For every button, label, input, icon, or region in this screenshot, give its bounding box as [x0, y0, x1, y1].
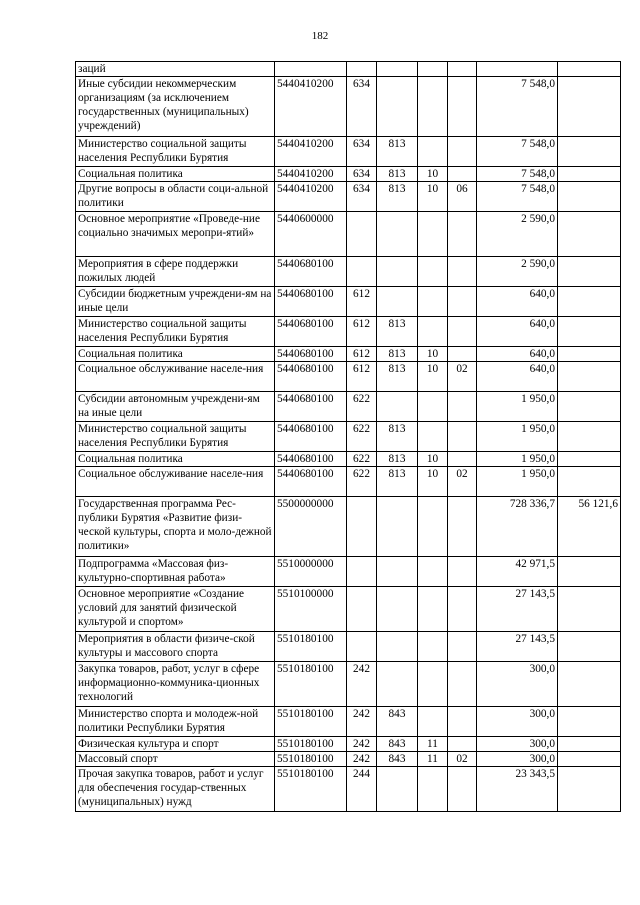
amount-cell: 1 950,0	[477, 392, 558, 422]
expense-type-cell: 622	[347, 422, 377, 452]
section-cell	[418, 77, 448, 137]
section-cell	[418, 62, 448, 77]
amount-cell: 1 950,0	[477, 452, 558, 467]
section-cell	[418, 587, 448, 632]
expense-name-cell: Основное мероприятие «Создание условий для занятий физической культурой и спортом»	[76, 587, 275, 632]
section-cell	[418, 287, 448, 317]
expense-name-cell: Мероприятия в сфере поддержки пожилых людей	[76, 257, 275, 287]
ministry-code-cell: 843	[377, 737, 418, 752]
amount-cell: 640,0	[477, 317, 558, 347]
ministry-code-cell: 813	[377, 167, 418, 182]
amount-cell: 23 343,5	[477, 767, 558, 812]
section-cell	[418, 557, 448, 587]
expense-name-cell: Социальная политика	[76, 347, 275, 362]
amount-secondary-cell	[558, 467, 621, 497]
table-row	[76, 497, 621, 557]
subsection-cell	[448, 557, 477, 587]
subsection-cell: 02	[448, 752, 477, 767]
expense-type-cell	[347, 212, 377, 257]
amount-cell: 2 590,0	[477, 212, 558, 257]
expense-type-cell: 622	[347, 452, 377, 467]
table-row	[76, 257, 621, 287]
expense-name-cell: Другие вопросы в области соци-альной политики	[76, 182, 275, 212]
amount-secondary-cell	[558, 287, 621, 317]
amount-cell: 300,0	[477, 752, 558, 767]
subsection-cell	[448, 347, 477, 362]
expense-type-cell: 242	[347, 737, 377, 752]
target-article-cell: 5510180100	[275, 707, 347, 737]
amount-secondary-cell	[558, 632, 621, 662]
expense-type-cell	[347, 497, 377, 557]
target-article-cell: 5440680100	[275, 392, 347, 422]
table-row	[76, 632, 621, 662]
ministry-code-cell	[377, 767, 418, 812]
subsection-cell	[448, 422, 477, 452]
section-cell: 11	[418, 737, 448, 752]
expense-name-cell: Министерство спорта и молодеж-ной политики Республики Бурятия	[76, 707, 275, 737]
expense-name-cell: Социальная политика	[76, 452, 275, 467]
ministry-code-cell	[377, 497, 418, 557]
ministry-code-cell	[377, 557, 418, 587]
amount-secondary-cell	[558, 707, 621, 737]
table-row	[76, 452, 621, 467]
amount-secondary-cell: 56 121,6	[558, 497, 621, 557]
subsection-cell	[448, 167, 477, 182]
ministry-code-cell: 813	[377, 317, 418, 347]
amount-secondary-cell	[558, 137, 621, 167]
ministry-code-cell	[377, 212, 418, 257]
expense-name-cell: Министерство социальной защиты населения Республики Бурятия	[76, 137, 275, 167]
target-article-cell: 5510000000	[275, 557, 347, 587]
table-row	[76, 347, 621, 362]
amount-cell: 300,0	[477, 662, 558, 707]
expense-type-cell: 244	[347, 767, 377, 812]
section-cell	[418, 767, 448, 812]
ministry-code-cell: 813	[377, 137, 418, 167]
ministry-code-cell: 813	[377, 182, 418, 212]
table-row	[76, 587, 621, 632]
expense-type-cell: 242	[347, 662, 377, 707]
table-row	[76, 137, 621, 167]
amount-secondary-cell	[558, 167, 621, 182]
expense-name-cell: Социальное обслуживание населе-ния	[76, 362, 275, 392]
amount-cell: 640,0	[477, 347, 558, 362]
amount-secondary-cell	[558, 392, 621, 422]
target-article-cell: 5440680100	[275, 362, 347, 392]
expense-name-cell: Министерство социальной защиты населения Республики Бурятия	[76, 422, 275, 452]
subsection-cell	[448, 497, 477, 557]
subsection-cell	[448, 707, 477, 737]
section-cell	[418, 662, 448, 707]
page-number: 182	[311, 30, 329, 42]
expense-name-cell: Массовый спорт	[76, 752, 275, 767]
amount-cell: 27 143,5	[477, 632, 558, 662]
amount-cell: 7 548,0	[477, 167, 558, 182]
expense-name-cell: Подпрограмма «Массовая физ-культурно-спортивная работа»	[76, 557, 275, 587]
table-row	[76, 422, 621, 452]
section-cell: 10	[418, 182, 448, 212]
amount-secondary-cell	[558, 662, 621, 707]
table-row	[76, 467, 621, 497]
expense-name-cell: Основное мероприятие «Проведе-ние социально значимых меропри-ятий»	[76, 212, 275, 257]
section-cell	[418, 257, 448, 287]
target-article-cell: 5440410200	[275, 167, 347, 182]
amount-cell: 1 950,0	[477, 467, 558, 497]
budget-table	[75, 61, 621, 812]
subsection-cell	[448, 767, 477, 812]
subsection-cell	[448, 317, 477, 347]
expense-name-cell: Государственная программа Рес-публики Бурятия «Развитие физи-ческой культуры, спорта и моло-дежной политики»	[76, 497, 275, 557]
expense-name-cell: Прочая закупка товаров, работ и услуг для обеспечения государ-ственных (муниципальных) нужд	[76, 767, 275, 812]
amount-cell: 7 548,0	[477, 77, 558, 137]
amount-secondary-cell	[558, 77, 621, 137]
expense-type-cell	[347, 632, 377, 662]
ministry-code-cell: 813	[377, 347, 418, 362]
ministry-code-cell	[377, 392, 418, 422]
expense-type-cell: 612	[347, 362, 377, 392]
amount-cell	[477, 62, 558, 77]
subsection-cell	[448, 632, 477, 662]
expense-type-cell: 612	[347, 347, 377, 362]
section-cell	[418, 137, 448, 167]
table-row	[76, 167, 621, 182]
expense-type-cell	[347, 257, 377, 287]
expense-name-cell: Мероприятия в области физиче-ской культуры и массового спорта	[76, 632, 275, 662]
table-row	[76, 392, 621, 422]
expense-type-cell: 242	[347, 752, 377, 767]
subsection-cell: 06	[448, 182, 477, 212]
ministry-code-cell	[377, 587, 418, 632]
expense-type-cell	[347, 62, 377, 77]
expense-type-cell	[347, 557, 377, 587]
expense-name-cell: Субсидии автономным учреждени-ям на иные цели	[76, 392, 275, 422]
ministry-code-cell	[377, 77, 418, 137]
section-cell	[418, 422, 448, 452]
section-cell: 10	[418, 467, 448, 497]
table-row	[76, 557, 621, 587]
subsection-cell	[448, 662, 477, 707]
table-row	[76, 62, 621, 77]
amount-secondary-cell	[558, 557, 621, 587]
target-article-cell: 5440680100	[275, 347, 347, 362]
target-article-cell: 5440600000	[275, 212, 347, 257]
target-article-cell: 5510100000	[275, 587, 347, 632]
target-article-cell: 5440680100	[275, 257, 347, 287]
expense-name-cell: Министерство социальной защиты населения Республики Бурятия	[76, 317, 275, 347]
ministry-code-cell	[377, 287, 418, 317]
target-article-cell: 5440680100	[275, 422, 347, 452]
expense-name-cell: заций	[76, 62, 275, 77]
table-row	[76, 662, 621, 707]
subsection-cell	[448, 587, 477, 632]
amount-cell: 42 971,5	[477, 557, 558, 587]
amount-secondary-cell	[558, 362, 621, 392]
expense-name-cell: Субсидии бюджетным учреждени-ям на иные цели	[76, 287, 275, 317]
subsection-cell	[448, 257, 477, 287]
ministry-code-cell: 813	[377, 467, 418, 497]
amount-secondary-cell	[558, 182, 621, 212]
section-cell	[418, 212, 448, 257]
amount-secondary-cell	[558, 767, 621, 812]
target-article-cell: 5440410200	[275, 137, 347, 167]
expense-type-cell: 634	[347, 182, 377, 212]
expense-name-cell: Социальное обслуживание населе-ния	[76, 467, 275, 497]
ministry-code-cell: 813	[377, 422, 418, 452]
amount-secondary-cell	[558, 422, 621, 452]
ministry-code-cell	[377, 632, 418, 662]
subsection-cell	[448, 137, 477, 167]
section-cell	[418, 497, 448, 557]
amount-secondary-cell	[558, 317, 621, 347]
target-article-cell: 5440410200	[275, 182, 347, 212]
expense-type-cell: 612	[347, 287, 377, 317]
table-row	[76, 752, 621, 767]
target-article-cell: 5440410200	[275, 77, 347, 137]
amount-cell: 27 143,5	[477, 587, 558, 632]
section-cell: 10	[418, 452, 448, 467]
target-article-cell: 5440680100	[275, 452, 347, 467]
amount-cell: 7 548,0	[477, 137, 558, 167]
table-row	[76, 707, 621, 737]
ministry-code-cell	[377, 257, 418, 287]
amount-cell: 1 950,0	[477, 422, 558, 452]
section-cell: 10	[418, 347, 448, 362]
target-article-cell: 5510180100	[275, 767, 347, 812]
table-row	[76, 212, 621, 257]
ministry-code-cell	[377, 62, 418, 77]
section-cell: 10	[418, 362, 448, 392]
expense-type-cell: 634	[347, 137, 377, 167]
ministry-code-cell	[377, 662, 418, 707]
amount-secondary-cell	[558, 452, 621, 467]
section-cell: 10	[418, 167, 448, 182]
section-cell	[418, 392, 448, 422]
amount-secondary-cell	[558, 257, 621, 287]
amount-cell: 728 336,7	[477, 497, 558, 557]
amount-cell: 2 590,0	[477, 257, 558, 287]
table-row	[76, 317, 621, 347]
subsection-cell	[448, 62, 477, 77]
section-cell	[418, 317, 448, 347]
section-cell	[418, 707, 448, 737]
amount-secondary-cell	[558, 752, 621, 767]
expense-name-cell: Иные субсидии некоммерческим организациям (за исключением государственных (муниципальных) учреждений)	[76, 77, 275, 137]
amount-secondary-cell	[558, 212, 621, 257]
amount-cell: 300,0	[477, 707, 558, 737]
subsection-cell	[448, 452, 477, 467]
subsection-cell	[448, 77, 477, 137]
ministry-code-cell: 813	[377, 452, 418, 467]
expense-type-cell: 242	[347, 707, 377, 737]
target-article-cell: 5510180100	[275, 752, 347, 767]
expense-type-cell: 622	[347, 467, 377, 497]
target-article-cell: 5510180100	[275, 737, 347, 752]
expense-type-cell: 634	[347, 167, 377, 182]
expense-name-cell: Физическая культура и спорт	[76, 737, 275, 752]
amount-secondary-cell	[558, 347, 621, 362]
expense-name-cell: Закупка товаров, работ, услуг в сфере информационно-коммуника-ционных технологий	[76, 662, 275, 707]
section-cell: 11	[418, 752, 448, 767]
subsection-cell	[448, 212, 477, 257]
subsection-cell: 02	[448, 467, 477, 497]
table-row	[76, 362, 621, 392]
table-row	[76, 77, 621, 137]
target-article-cell: 5440680100	[275, 467, 347, 497]
table-body	[76, 62, 621, 812]
expense-type-cell: 622	[347, 392, 377, 422]
subsection-cell	[448, 287, 477, 317]
expense-name-cell: Социальная политика	[76, 167, 275, 182]
subsection-cell: 02	[448, 362, 477, 392]
table-row	[76, 767, 621, 812]
target-article-cell: 5500000000	[275, 497, 347, 557]
amount-secondary-cell	[558, 587, 621, 632]
ministry-code-cell: 843	[377, 752, 418, 767]
amount-cell: 640,0	[477, 362, 558, 392]
target-article-cell: 5440680100	[275, 287, 347, 317]
target-article-cell: 5510180100	[275, 662, 347, 707]
ministry-code-cell: 843	[377, 707, 418, 737]
table-row	[76, 737, 621, 752]
expense-type-cell: 612	[347, 317, 377, 347]
target-article-cell: 5510180100	[275, 632, 347, 662]
table-row	[76, 182, 621, 212]
amount-cell: 640,0	[477, 287, 558, 317]
subsection-cell	[448, 392, 477, 422]
table-row	[76, 287, 621, 317]
ministry-code-cell: 813	[377, 362, 418, 392]
expense-type-cell: 634	[347, 77, 377, 137]
section-cell	[418, 632, 448, 662]
expense-type-cell	[347, 587, 377, 632]
amount-secondary-cell	[558, 62, 621, 77]
target-article-cell: 5440680100	[275, 317, 347, 347]
amount-secondary-cell	[558, 737, 621, 752]
amount-cell: 7 548,0	[477, 182, 558, 212]
amount-cell: 300,0	[477, 737, 558, 752]
subsection-cell	[448, 737, 477, 752]
target-article-cell	[275, 62, 347, 77]
